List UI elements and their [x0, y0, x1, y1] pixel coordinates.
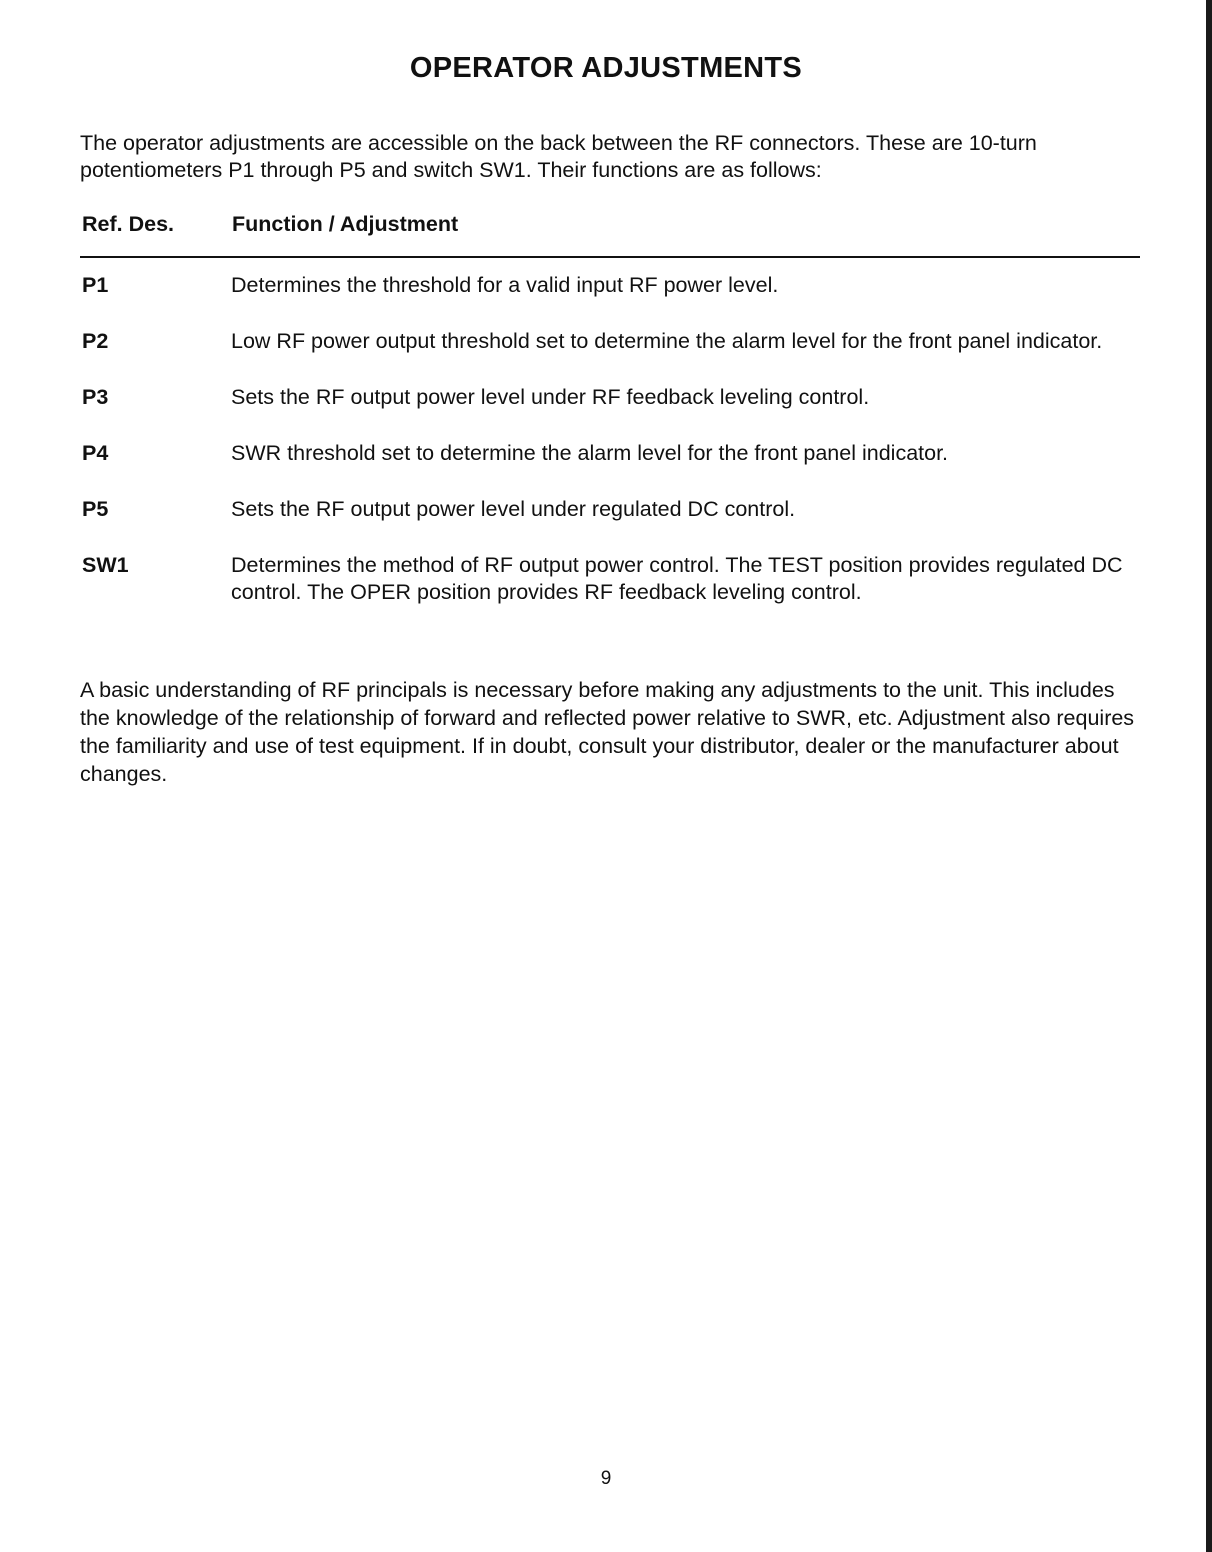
row-ref: P3: [82, 385, 109, 409]
row-description: Determines the threshold for a valid input RF power level.: [231, 273, 779, 297]
table-row-sw1: [80, 552, 1140, 606]
row-description: Low RF power output threshold set to determine the alarm level for the front panel indicator.: [231, 329, 1103, 353]
column-header-function: Function / Adjustment: [232, 212, 459, 236]
table-header: [80, 212, 1140, 246]
row-description: SWR threshold set to determine the alarm level for the front panel indicator.: [231, 441, 949, 465]
page-number: 9: [600, 1468, 612, 1489]
table-row-p1: [80, 272, 1140, 299]
header-divider: [80, 256, 1140, 258]
row-ref: P5: [82, 497, 109, 521]
closing-paragraph: A basic understanding of RF principals is necessary before making any adjustments to the unit. This includes the knowledge of the relationship of forward and reflected power relative to SWR, etc. Adjustment also requires the familiarity and use of test equipment. If in doubt, consult your distributor, dealer or the manufacturer about changes.: [80, 678, 1135, 786]
column-header-ref-des: Ref. Des.: [82, 212, 175, 236]
row-ref: P1: [82, 273, 109, 297]
row-ref: P4: [82, 441, 109, 465]
adjustments-table: [80, 272, 1140, 635]
row-description: Determines the method of RF output power control. The TEST position provides regulated DC control. The OPER position provides RF feedback leveling control.: [231, 553, 1123, 604]
page-edge-border: [1206, 0, 1212, 1552]
table-row-p3: [80, 384, 1140, 411]
row-description: Sets the RF output power level under regulated DC control.: [231, 497, 796, 521]
intro-paragraph: The operator adjustments are accessible on the back between the RF connectors. These are 10-turn potentiometers P1 through P5 and switch SW1. Their functions are as follows:: [80, 131, 1037, 182]
table-row-p4: [80, 440, 1140, 467]
page-title: OPERATOR ADJUSTMENTS: [409, 52, 803, 84]
table-row-p2: [80, 328, 1140, 355]
row-ref: SW1: [82, 553, 129, 577]
table-row-p5: [80, 496, 1140, 523]
row-description: Sets the RF output power level under RF feedback leveling control.: [231, 385, 870, 409]
row-ref: P2: [82, 329, 109, 353]
